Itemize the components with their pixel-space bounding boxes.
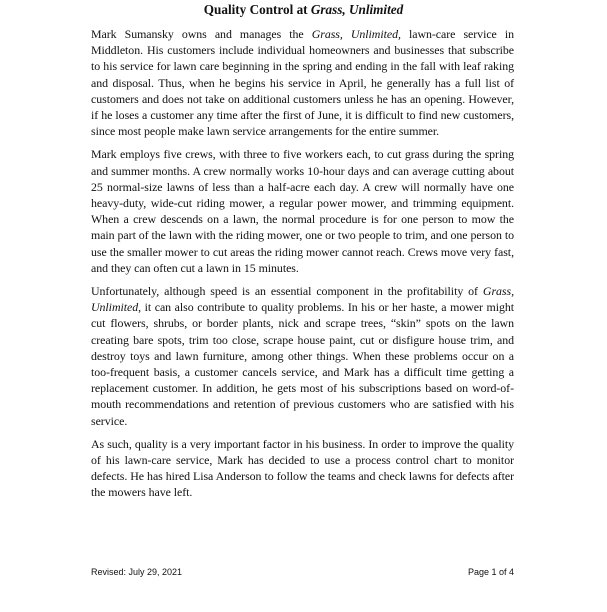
paragraph-3-text-b: , it can also contribute to quality problems. In his or her haste, a mower might cut flowers, shrubs, or border plants, nick and scrape trees, “skin” spots on the lawn creating bare spots, trim too close, scrape house paint, cut or disfigure house trim, and destroy toys and lawn furniture, among other things. When these problems occur on a too-frequent basis, a customer cancels service, and Mark has a difficult time getting a replacement customer. In addition, he gets most of his subscriptions based on word-of-mouth recommendations and retention of previous customers who are satisfied with his service.: [91, 300, 514, 428]
document-body: [91, 26, 514, 508]
title-prefix: Quality Control at: [203, 2, 311, 17]
paragraph-3: [91, 283, 514, 429]
title-company: Grass, Unlimited: [310, 2, 404, 17]
revised-date: Revised: July 29, 2021: [91, 567, 183, 577]
paragraph-1: [91, 26, 514, 139]
page-title: [0, 2, 607, 18]
paragraph-2: Mark employs five crews, with three to five workers each, to cut grass during the spring and summer months. A crew normally works 10-hour days and can average cutting about 25 normal-size lawns of less than a half-acre each day. A crew will normally have one heavy-duty, wide-cut riding mower, a regular power mower, and trimming equipment. When a crew descends on a lawn, the normal procedure is for one person to mow the main part of the lawn with the riding mower, one or two people to trim, and one person to use the smaller mower to cut areas the riding mower cannot reach. Crews move very fast, and they can often cut a lawn in 15 minutes.: [91, 147, 514, 275]
paragraph-4: As such, quality is a very important factor in his business. In order to improve the quality of his lawn-care service, Mark has decided to use a process control chart to monitor defects. He has hired Lisa Anderson to follow the teams and check lawns for defects after the mowers have left.: [91, 436, 514, 500]
page-number: Page 1 of 4: [467, 567, 514, 577]
paragraph-1-text-b: lawn-care service in Middleton. His customers include individual homeowners and businesses that subscribe to his service for lawn care beginning in the spring and ending in the fall with leaf raking and disposal. Thus, when he begins his service in April, he generally has a full list of customers and does not take on additional customers unless he has an opening. However, if he loses a customer any time after the first of June, it is difficult to find new customers, since most people make lawn service arrangements for the entire summer.: [91, 27, 515, 139]
paragraph-3-text-a: Unfortunately, although speed is an essential component in the profitability of: [91, 284, 483, 299]
paragraph-1-text-a: Mark Sumansky owns and manages the: [91, 27, 312, 41]
paragraph-1-company: Grass, Unlimited,: [311, 27, 401, 41]
paragraph-3-company: Grass, Unlimited: [91, 284, 514, 315]
